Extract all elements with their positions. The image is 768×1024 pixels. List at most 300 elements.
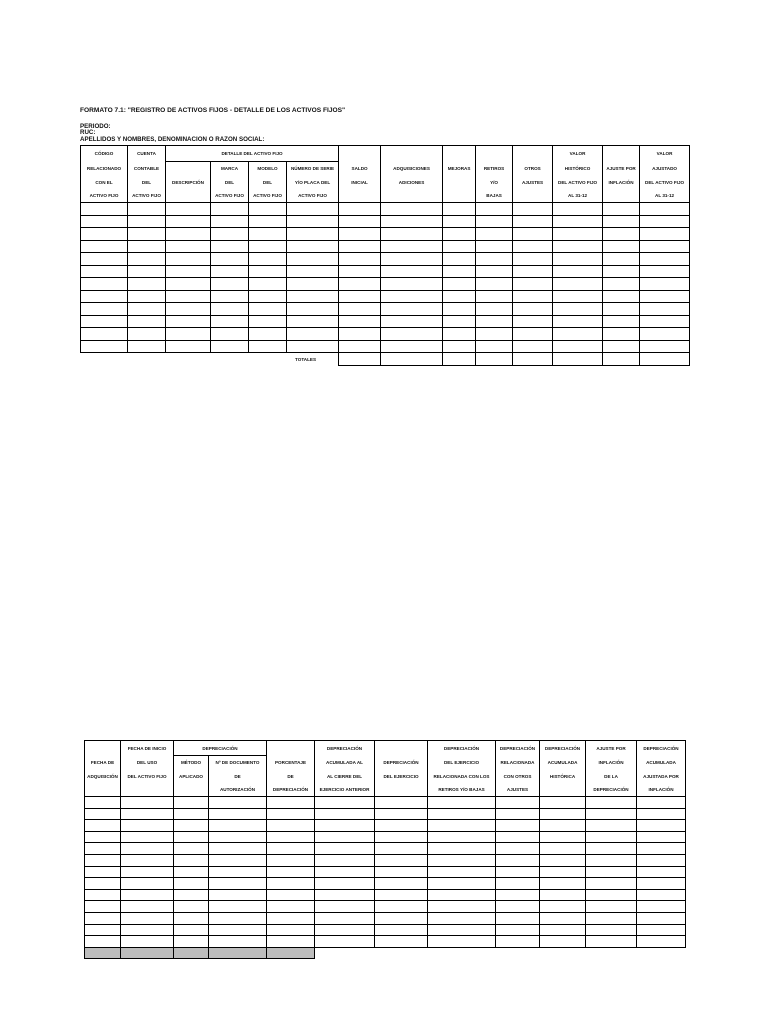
table-cell[interactable]	[339, 215, 381, 228]
table-cell[interactable]	[428, 843, 496, 855]
table-cell[interactable]	[81, 290, 128, 303]
table-cell[interactable]	[375, 936, 428, 948]
table-cell[interactable]	[476, 228, 513, 241]
table-cell[interactable]	[640, 203, 690, 216]
table-cell[interactable]	[375, 854, 428, 866]
table-cell[interactable]	[128, 203, 166, 216]
table-cell[interactable]	[640, 278, 690, 291]
table-cell[interactable]	[166, 240, 211, 253]
table-cell[interactable]	[287, 203, 339, 216]
table-cell[interactable]	[476, 265, 513, 278]
table-cell[interactable]	[211, 315, 249, 328]
table-cell[interactable]	[381, 328, 443, 341]
table-cell[interactable]	[476, 328, 513, 341]
table-cell[interactable]	[166, 315, 211, 328]
table-cell[interactable]	[513, 315, 553, 328]
table-cell[interactable]	[540, 866, 586, 878]
table-cell[interactable]	[381, 278, 443, 291]
table-cell[interactable]	[249, 215, 287, 228]
table-cell[interactable]	[211, 265, 249, 278]
table-cell[interactable]	[121, 901, 174, 913]
table-cell[interactable]	[287, 315, 339, 328]
table-cell[interactable]	[586, 808, 637, 820]
table-cell[interactable]	[209, 808, 267, 820]
table-cell[interactable]	[174, 843, 209, 855]
table-cell[interactable]	[174, 924, 209, 936]
table-cell[interactable]	[553, 215, 603, 228]
table-cell[interactable]	[428, 831, 496, 843]
table-cell[interactable]	[249, 328, 287, 341]
table-cell[interactable]	[375, 831, 428, 843]
table-cell[interactable]	[496, 820, 540, 832]
table-cell[interactable]	[640, 228, 690, 241]
table-cell[interactable]	[287, 215, 339, 228]
table-cell[interactable]	[339, 328, 381, 341]
table-cell[interactable]	[553, 278, 603, 291]
table-cell[interactable]	[381, 303, 443, 316]
table-cell[interactable]	[267, 843, 315, 855]
total-valor-ajustado-cell[interactable]	[640, 353, 690, 366]
table-cell[interactable]	[496, 831, 540, 843]
table-cell[interactable]	[496, 797, 540, 809]
table-cell[interactable]	[443, 215, 476, 228]
table-cell[interactable]	[81, 253, 128, 266]
table-cell[interactable]	[209, 878, 267, 890]
table-cell[interactable]	[267, 866, 315, 878]
table-cell[interactable]	[174, 901, 209, 913]
table-cell[interactable]	[287, 328, 339, 341]
table-cell[interactable]	[249, 228, 287, 241]
table-cell[interactable]	[267, 889, 315, 901]
table-cell[interactable]	[209, 889, 267, 901]
table-cell[interactable]	[315, 901, 375, 913]
table-cell[interactable]	[496, 854, 540, 866]
table-cell[interactable]	[476, 215, 513, 228]
table-cell[interactable]	[640, 328, 690, 341]
table-cell[interactable]	[267, 808, 315, 820]
table-cell[interactable]	[603, 253, 640, 266]
table-cell[interactable]	[315, 878, 375, 890]
table-cell[interactable]	[121, 866, 174, 878]
table-cell[interactable]	[211, 253, 249, 266]
table-cell[interactable]	[637, 854, 686, 866]
table-cell[interactable]	[553, 290, 603, 303]
table-cell[interactable]	[637, 820, 686, 832]
table-cell[interactable]	[603, 278, 640, 291]
total-ajuste-cell[interactable]	[603, 353, 640, 366]
table-cell[interactable]	[174, 912, 209, 924]
table-cell[interactable]	[603, 315, 640, 328]
table-cell[interactable]	[339, 303, 381, 316]
table-cell[interactable]	[249, 340, 287, 353]
table-cell[interactable]	[428, 820, 496, 832]
total-mejoras-cell[interactable]	[443, 353, 476, 366]
table-cell[interactable]	[603, 290, 640, 303]
table-cell[interactable]	[128, 290, 166, 303]
table-cell[interactable]	[128, 265, 166, 278]
table-cell[interactable]	[637, 797, 686, 809]
table-cell[interactable]	[315, 808, 375, 820]
table-cell[interactable]	[211, 290, 249, 303]
table-cell[interactable]	[166, 215, 211, 228]
table-cell[interactable]	[443, 278, 476, 291]
table-cell[interactable]	[267, 831, 315, 843]
table-cell[interactable]	[249, 265, 287, 278]
table-cell[interactable]	[85, 936, 121, 948]
table-cell[interactable]	[85, 878, 121, 890]
table-cell[interactable]	[540, 808, 586, 820]
table-cell[interactable]	[428, 889, 496, 901]
table-cell[interactable]	[381, 290, 443, 303]
table-cell[interactable]	[315, 820, 375, 832]
table-cell[interactable]	[375, 820, 428, 832]
table-cell[interactable]	[128, 278, 166, 291]
table-cell[interactable]	[267, 797, 315, 809]
table-cell[interactable]	[315, 854, 375, 866]
table-cell[interactable]	[553, 253, 603, 266]
table-cell[interactable]	[85, 843, 121, 855]
table-cell[interactable]	[85, 889, 121, 901]
table-cell[interactable]	[381, 228, 443, 241]
table-cell[interactable]	[81, 228, 128, 241]
table-cell[interactable]	[381, 215, 443, 228]
table-cell[interactable]	[339, 278, 381, 291]
table-cell[interactable]	[128, 253, 166, 266]
table-cell[interactable]	[166, 228, 211, 241]
table-cell[interactable]	[209, 843, 267, 855]
table-cell[interactable]	[211, 278, 249, 291]
table-cell[interactable]	[553, 328, 603, 341]
table-cell[interactable]	[381, 253, 443, 266]
table-cell[interactable]	[209, 924, 267, 936]
table-cell[interactable]	[85, 912, 121, 924]
table-cell[interactable]	[586, 936, 637, 948]
table-cell[interactable]	[428, 901, 496, 913]
table-cell[interactable]	[315, 797, 375, 809]
table-cell[interactable]	[381, 265, 443, 278]
table-cell[interactable]	[211, 203, 249, 216]
table-cell[interactable]	[513, 228, 553, 241]
table-cell[interactable]	[586, 901, 637, 913]
table-cell[interactable]	[513, 215, 553, 228]
table-cell[interactable]	[174, 878, 209, 890]
table-cell[interactable]	[586, 878, 637, 890]
table-cell[interactable]	[249, 240, 287, 253]
table-cell[interactable]	[267, 936, 315, 948]
table-cell[interactable]	[476, 278, 513, 291]
table-cell[interactable]	[85, 901, 121, 913]
table-cell[interactable]	[287, 240, 339, 253]
table-cell[interactable]	[249, 290, 287, 303]
table-cell[interactable]	[315, 889, 375, 901]
table-cell[interactable]	[85, 854, 121, 866]
table-cell[interactable]	[375, 924, 428, 936]
table-cell[interactable]	[553, 228, 603, 241]
table-cell[interactable]	[553, 315, 603, 328]
table-cell[interactable]	[339, 265, 381, 278]
table-cell[interactable]	[637, 831, 686, 843]
table-cell[interactable]	[640, 265, 690, 278]
table-cell[interactable]	[443, 253, 476, 266]
table-cell[interactable]	[513, 303, 553, 316]
table-cell[interactable]	[174, 820, 209, 832]
table-cell[interactable]	[496, 936, 540, 948]
table-cell[interactable]	[637, 808, 686, 820]
table-cell[interactable]	[443, 340, 476, 353]
table-cell[interactable]	[553, 240, 603, 253]
table-cell[interactable]	[540, 889, 586, 901]
table-cell[interactable]	[209, 797, 267, 809]
table-cell[interactable]	[211, 240, 249, 253]
table-cell[interactable]	[211, 228, 249, 241]
table-cell[interactable]	[603, 228, 640, 241]
table-cell[interactable]	[287, 253, 339, 266]
table-cell[interactable]	[428, 866, 496, 878]
table-cell[interactable]	[553, 265, 603, 278]
table-cell[interactable]	[640, 340, 690, 353]
table-cell[interactable]	[128, 340, 166, 353]
table-cell[interactable]	[249, 278, 287, 291]
table-cell[interactable]	[209, 912, 267, 924]
table-cell[interactable]	[640, 303, 690, 316]
table-cell[interactable]	[428, 797, 496, 809]
table-cell[interactable]	[428, 878, 496, 890]
table-cell[interactable]	[121, 924, 174, 936]
table-cell[interactable]	[513, 290, 553, 303]
table-cell[interactable]	[166, 328, 211, 341]
table-cell[interactable]	[476, 303, 513, 316]
table-cell[interactable]	[209, 936, 267, 948]
table-cell[interactable]	[166, 265, 211, 278]
table-cell[interactable]	[586, 889, 637, 901]
table-cell[interactable]	[428, 936, 496, 948]
table-cell[interactable]	[249, 203, 287, 216]
table-cell[interactable]	[121, 878, 174, 890]
table-cell[interactable]	[603, 215, 640, 228]
table-cell[interactable]	[513, 340, 553, 353]
table-cell[interactable]	[128, 240, 166, 253]
table-cell[interactable]	[443, 315, 476, 328]
table-cell[interactable]	[496, 889, 540, 901]
table-cell[interactable]	[540, 820, 586, 832]
table-cell[interactable]	[267, 912, 315, 924]
table-cell[interactable]	[174, 797, 209, 809]
total-otros-cell[interactable]	[513, 353, 553, 366]
table-cell[interactable]	[428, 854, 496, 866]
table-cell[interactable]	[121, 808, 174, 820]
table-cell[interactable]	[637, 878, 686, 890]
table-cell[interactable]	[375, 797, 428, 809]
table-cell[interactable]	[637, 901, 686, 913]
table-cell[interactable]	[166, 340, 211, 353]
table-cell[interactable]	[637, 912, 686, 924]
table-cell[interactable]	[513, 265, 553, 278]
table-cell[interactable]	[128, 315, 166, 328]
table-cell[interactable]	[211, 340, 249, 353]
table-cell[interactable]	[81, 303, 128, 316]
table-cell[interactable]	[540, 936, 586, 948]
table-cell[interactable]	[211, 328, 249, 341]
table-cell[interactable]	[443, 203, 476, 216]
table-cell[interactable]	[81, 203, 128, 216]
table-cell[interactable]	[496, 843, 540, 855]
table-cell[interactable]	[640, 290, 690, 303]
table-cell[interactable]	[586, 912, 637, 924]
table-cell[interactable]	[128, 303, 166, 316]
table-cell[interactable]	[428, 912, 496, 924]
table-cell[interactable]	[375, 889, 428, 901]
table-cell[interactable]	[85, 820, 121, 832]
table-cell[interactable]	[287, 303, 339, 316]
table-cell[interactable]	[637, 936, 686, 948]
table-cell[interactable]	[121, 854, 174, 866]
table-cell[interactable]	[603, 265, 640, 278]
table-cell[interactable]	[496, 878, 540, 890]
table-cell[interactable]	[267, 878, 315, 890]
total-retiros-cell[interactable]	[476, 353, 513, 366]
table-cell[interactable]	[375, 912, 428, 924]
table-cell[interactable]	[586, 924, 637, 936]
table-cell[interactable]	[121, 889, 174, 901]
table-cell[interactable]	[476, 315, 513, 328]
table-cell[interactable]	[375, 878, 428, 890]
table-cell[interactable]	[513, 240, 553, 253]
table-cell[interactable]	[381, 315, 443, 328]
table-cell[interactable]	[249, 303, 287, 316]
table-cell[interactable]	[166, 278, 211, 291]
table-cell[interactable]	[339, 340, 381, 353]
table-cell[interactable]	[428, 808, 496, 820]
table-cell[interactable]	[443, 303, 476, 316]
table-cell[interactable]	[375, 843, 428, 855]
table-cell[interactable]	[443, 290, 476, 303]
table-cell[interactable]	[586, 843, 637, 855]
table-cell[interactable]	[540, 854, 586, 866]
total-saldo-cell[interactable]	[339, 353, 381, 366]
table-cell[interactable]	[496, 808, 540, 820]
table-cell[interactable]	[85, 924, 121, 936]
table-cell[interactable]	[375, 866, 428, 878]
table-cell[interactable]	[640, 240, 690, 253]
table-cell[interactable]	[339, 203, 381, 216]
table-cell[interactable]	[640, 215, 690, 228]
table-cell[interactable]	[540, 924, 586, 936]
table-cell[interactable]	[553, 340, 603, 353]
table-cell[interactable]	[443, 328, 476, 341]
table-cell[interactable]	[209, 866, 267, 878]
table-cell[interactable]	[267, 854, 315, 866]
table-cell[interactable]	[540, 878, 586, 890]
total-adquisiciones-cell[interactable]	[381, 353, 443, 366]
table-cell[interactable]	[637, 889, 686, 901]
table-cell[interactable]	[375, 901, 428, 913]
table-cell[interactable]	[513, 253, 553, 266]
table-cell[interactable]	[249, 253, 287, 266]
table-cell[interactable]	[476, 253, 513, 266]
table-cell[interactable]	[603, 240, 640, 253]
table-cell[interactable]	[381, 340, 443, 353]
table-cell[interactable]	[540, 831, 586, 843]
table-cell[interactable]	[174, 831, 209, 843]
table-cell[interactable]	[287, 228, 339, 241]
table-cell[interactable]	[586, 797, 637, 809]
table-cell[interactable]	[267, 924, 315, 936]
table-cell[interactable]	[267, 901, 315, 913]
table-cell[interactable]	[315, 912, 375, 924]
table-cell[interactable]	[81, 240, 128, 253]
table-cell[interactable]	[637, 866, 686, 878]
table-cell[interactable]	[209, 854, 267, 866]
table-cell[interactable]	[121, 843, 174, 855]
table-cell[interactable]	[476, 240, 513, 253]
table-cell[interactable]	[209, 901, 267, 913]
table-cell[interactable]	[315, 924, 375, 936]
table-cell[interactable]	[315, 843, 375, 855]
table-cell[interactable]	[540, 901, 586, 913]
table-cell[interactable]	[209, 831, 267, 843]
table-cell[interactable]	[496, 924, 540, 936]
table-cell[interactable]	[128, 328, 166, 341]
table-cell[interactable]	[540, 912, 586, 924]
table-cell[interactable]	[166, 290, 211, 303]
table-cell[interactable]	[513, 203, 553, 216]
table-cell[interactable]	[174, 936, 209, 948]
table-cell[interactable]	[315, 936, 375, 948]
table-cell[interactable]	[174, 866, 209, 878]
table-cell[interactable]	[209, 820, 267, 832]
table-cell[interactable]	[287, 290, 339, 303]
table-cell[interactable]	[121, 831, 174, 843]
table-cell[interactable]	[128, 215, 166, 228]
table-cell[interactable]	[166, 253, 211, 266]
table-cell[interactable]	[603, 328, 640, 341]
total-valor-historico-cell[interactable]	[553, 353, 603, 366]
table-cell[interactable]	[81, 265, 128, 278]
table-cell[interactable]	[174, 889, 209, 901]
table-cell[interactable]	[121, 912, 174, 924]
table-cell[interactable]	[443, 265, 476, 278]
table-cell[interactable]	[603, 203, 640, 216]
table-cell[interactable]	[513, 328, 553, 341]
table-cell[interactable]	[315, 866, 375, 878]
table-cell[interactable]	[211, 303, 249, 316]
table-cell[interactable]	[476, 340, 513, 353]
table-cell[interactable]	[476, 203, 513, 216]
table-cell[interactable]	[339, 253, 381, 266]
table-cell[interactable]	[586, 820, 637, 832]
table-cell[interactable]	[637, 924, 686, 936]
table-cell[interactable]	[381, 240, 443, 253]
table-cell[interactable]	[428, 924, 496, 936]
table-cell[interactable]	[586, 854, 637, 866]
table-cell[interactable]	[603, 303, 640, 316]
table-cell[interactable]	[174, 854, 209, 866]
table-cell[interactable]	[85, 831, 121, 843]
table-cell[interactable]	[640, 315, 690, 328]
table-cell[interactable]	[121, 936, 174, 948]
table-cell[interactable]	[553, 203, 603, 216]
table-cell[interactable]	[339, 315, 381, 328]
table-cell[interactable]	[443, 228, 476, 241]
table-cell[interactable]	[249, 315, 287, 328]
table-cell[interactable]	[267, 820, 315, 832]
table-cell[interactable]	[81, 278, 128, 291]
table-cell[interactable]	[85, 808, 121, 820]
table-cell[interactable]	[121, 820, 174, 832]
table-cell[interactable]	[540, 797, 586, 809]
table-cell[interactable]	[513, 278, 553, 291]
table-cell[interactable]	[443, 240, 476, 253]
